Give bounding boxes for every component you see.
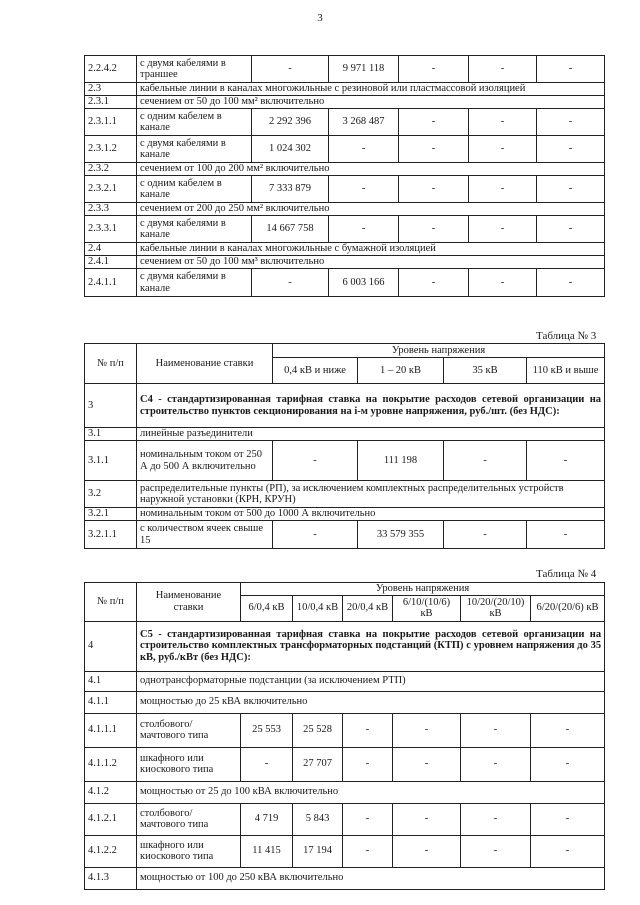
row-name: столбового/ мачтового типа <box>137 803 241 835</box>
value-cell: - <box>399 109 469 136</box>
table-row <box>85 243 605 256</box>
row-code: 3.2.1.1 <box>85 521 137 549</box>
header-col: 110 кВ и выше <box>527 358 605 384</box>
value-cell: - <box>527 441 605 481</box>
tariff-table-4 <box>84 582 605 890</box>
row-name: номинальным током от 250 А до 500 А включительно <box>137 441 273 481</box>
value-cell: - <box>252 56 329 83</box>
row-name: шкафного или киоскового типа <box>137 747 241 781</box>
table-header-row <box>85 583 605 596</box>
value-cell: - <box>393 713 461 747</box>
value-cell: - <box>399 136 469 163</box>
row-code: 2.3.2.1 <box>85 176 137 203</box>
value-cell: - <box>531 835 605 867</box>
value-cell: - <box>273 521 358 549</box>
header-col: 10/0,4 кВ <box>293 595 343 621</box>
row-code: 2.3.3.1 <box>85 216 137 243</box>
header-col: 0,4 кВ и ниже <box>273 358 358 384</box>
row-code: 2.3.3 <box>85 203 137 216</box>
table-row <box>85 713 605 747</box>
row-code: 4.1.3 <box>85 867 137 889</box>
page-number: 3 <box>317 12 323 24</box>
table-row <box>85 96 605 109</box>
table-row <box>85 441 605 481</box>
table-row <box>85 671 605 691</box>
row-code: 3.1.1 <box>85 441 137 481</box>
value-cell: - <box>343 835 393 867</box>
header-voltage-level: Уровень напряжения <box>273 344 605 358</box>
row-name: с двумя кабелями в траншее <box>137 56 252 83</box>
value-cell: 3 268 487 <box>329 109 399 136</box>
value-cell: - <box>537 269 605 297</box>
section-title: мощностью до 25 кВА включительно <box>137 691 605 713</box>
value-cell: - <box>461 835 531 867</box>
row-name: шкафного или киоскового типа <box>137 835 241 867</box>
table-row <box>85 621 605 671</box>
table-row <box>85 481 605 508</box>
value-cell: - <box>329 176 399 203</box>
section-title: мощностью от 25 до 100 кВА включительно <box>137 781 605 803</box>
table-row <box>85 835 605 867</box>
value-cell: - <box>469 216 537 243</box>
value-cell: - <box>273 441 358 481</box>
value-cell: - <box>252 269 329 297</box>
value-cell: - <box>527 521 605 549</box>
value-cell: - <box>531 747 605 781</box>
row-code: 4.1.1.1 <box>85 713 137 747</box>
section-title: сечением от 50 до 100 мм³ включительно <box>137 256 605 269</box>
value-cell: - <box>469 56 537 83</box>
value-cell: - <box>469 176 537 203</box>
value-cell: 6 003 166 <box>329 269 399 297</box>
tariff-table-3 <box>84 343 605 549</box>
row-name: с одним кабелем в канале <box>137 109 252 136</box>
table-row <box>85 203 605 216</box>
value-cell: - <box>399 56 469 83</box>
row-name: с двумя кабелями в канале <box>137 216 252 243</box>
table-row <box>85 521 605 549</box>
row-name: столбового/ мачтового типа <box>137 713 241 747</box>
value-cell: 14 667 758 <box>252 216 329 243</box>
table4-caption: Таблица № 4 <box>536 568 597 580</box>
header-col: 20/0,4 кВ <box>343 595 393 621</box>
table-row <box>85 163 605 176</box>
section-title: номинальным током от 500 до 1000 А включительно <box>137 508 605 521</box>
section-title: распределительные пункты (РП), за исключением комплектных распределительных устройств наружной установки (КРН, КРУН) <box>137 481 605 508</box>
value-cell: - <box>399 176 469 203</box>
table-row <box>85 83 605 96</box>
table-row <box>85 691 605 713</box>
section-title: линейные разъединители <box>137 428 605 441</box>
header-voltage-level: Уровень напряжения <box>241 583 605 596</box>
value-cell: 1 024 302 <box>252 136 329 163</box>
value-cell: 27 707 <box>293 747 343 781</box>
value-cell: - <box>537 216 605 243</box>
value-cell: - <box>531 803 605 835</box>
value-cell: - <box>537 109 605 136</box>
table-row <box>85 867 605 889</box>
row-code: 2.3.1.1 <box>85 109 137 136</box>
row-code: 2.3.1 <box>85 96 137 109</box>
row-code: 4.1.1.2 <box>85 747 137 781</box>
section-title: сечением от 200 до 250 мм² включительно <box>137 203 605 216</box>
row-code: 4 <box>85 621 137 671</box>
header-col: 35 кВ <box>444 358 527 384</box>
value-cell: 5 843 <box>293 803 343 835</box>
table-header-row <box>85 344 605 358</box>
section-title: С4 - стандартизированная тарифная ставка на покрытие расходов сетевой организации на строительство пунктов секционирования на i-м уровне напряжения, руб./шт. (без НДС): <box>137 384 605 428</box>
value-cell: 33 579 355 <box>358 521 444 549</box>
value-cell: - <box>393 835 461 867</box>
value-cell: - <box>343 747 393 781</box>
value-cell: 25 553 <box>241 713 293 747</box>
row-code: 3.1 <box>85 428 137 441</box>
value-cell: - <box>469 136 537 163</box>
row-code: 4.1.2 <box>85 781 137 803</box>
value-cell: - <box>393 747 461 781</box>
row-name: с количеством ячеек свыше 15 <box>137 521 273 549</box>
table-row <box>85 136 605 163</box>
table-row <box>85 747 605 781</box>
header-num: № п/п <box>85 344 137 384</box>
table-row <box>85 384 605 428</box>
value-cell: 7 333 879 <box>252 176 329 203</box>
value-cell: 9 971 118 <box>329 56 399 83</box>
value-cell: - <box>461 747 531 781</box>
value-cell: - <box>393 803 461 835</box>
table3-caption: Таблица № 3 <box>536 330 597 342</box>
table-row <box>85 269 605 297</box>
section-title: однотрансформаторные подстанции (за исключением РТП) <box>137 671 605 691</box>
row-code: 4.1.1 <box>85 691 137 713</box>
section-title: С5 - стандартизированная тарифная ставка на покрытие расходов сетевой организации на строительство комплектных трансформаторных подстанций (КТП) с уровнем напряжения до 35 кВ, руб./кВт (без НДС): <box>137 621 605 671</box>
section-title: сечением от 50 до 100 мм² включительно <box>137 96 605 109</box>
table-row <box>85 56 605 83</box>
row-name: с одним кабелем в канале <box>137 176 252 203</box>
row-code: 2.4.1 <box>85 256 137 269</box>
section-title: сечением от 100 до 200 мм² включительно <box>137 163 605 176</box>
table-row <box>85 508 605 521</box>
value-cell: - <box>329 136 399 163</box>
table-row <box>85 216 605 243</box>
header-col: 1 – 20 кВ <box>358 358 444 384</box>
value-cell: 111 198 <box>358 441 444 481</box>
header-name: Наименование ставки <box>137 344 273 384</box>
value-cell: - <box>469 269 537 297</box>
value-cell: - <box>329 216 399 243</box>
value-cell: - <box>461 713 531 747</box>
header-col: 6/0,4 кВ <box>241 595 293 621</box>
row-code: 3 <box>85 384 137 428</box>
row-code: 2.4.1.1 <box>85 269 137 297</box>
value-cell: - <box>444 441 527 481</box>
row-code: 4.1.2.2 <box>85 835 137 867</box>
header-num: № п/п <box>85 583 137 622</box>
row-code: 2.2.4.2 <box>85 56 137 83</box>
header-name: Наименование ставки <box>137 583 241 622</box>
header-col: 6/20/(20/6) кВ <box>531 595 605 621</box>
row-code: 4.1 <box>85 671 137 691</box>
value-cell: - <box>531 713 605 747</box>
table-row <box>85 803 605 835</box>
value-cell: - <box>343 713 393 747</box>
value-cell: - <box>444 521 527 549</box>
table-row <box>85 256 605 269</box>
header-col: 10/20/(20/10) кВ <box>461 595 531 621</box>
header-col: 6/10/(10/6) кВ <box>393 595 461 621</box>
row-code: 2.3.2 <box>85 163 137 176</box>
value-cell: - <box>399 216 469 243</box>
row-code: 3.2 <box>85 481 137 508</box>
row-code: 2.4 <box>85 243 137 256</box>
value-cell: 2 292 396 <box>252 109 329 136</box>
value-cell: 17 194 <box>293 835 343 867</box>
value-cell: 25 528 <box>293 713 343 747</box>
section-title: мощностью от 100 до 250 кВА включительно <box>137 867 605 889</box>
value-cell: - <box>241 747 293 781</box>
value-cell: 4 719 <box>241 803 293 835</box>
row-code: 2.3.1.2 <box>85 136 137 163</box>
table-row <box>85 176 605 203</box>
value-cell: - <box>537 56 605 83</box>
row-code: 2.3 <box>85 83 137 96</box>
section-title: кабельные линии в каналах многожильные с бумажной изоляцией <box>137 243 605 256</box>
value-cell: - <box>469 109 537 136</box>
row-code: 4.1.2.1 <box>85 803 137 835</box>
value-cell: - <box>343 803 393 835</box>
tariff-table-continued <box>84 55 605 297</box>
value-cell: - <box>537 176 605 203</box>
value-cell: - <box>537 136 605 163</box>
table-row <box>85 109 605 136</box>
row-name: с двумя кабелями в канале <box>137 136 252 163</box>
row-name: с двумя кабелями в канале <box>137 269 252 297</box>
value-cell: - <box>399 269 469 297</box>
section-title: кабельные линии в каналах многожильные с резиновой или пластмассовой изоляцией <box>137 83 605 96</box>
row-code: 3.2.1 <box>85 508 137 521</box>
table-row <box>85 428 605 441</box>
table-row <box>85 781 605 803</box>
value-cell: 11 415 <box>241 835 293 867</box>
value-cell: - <box>461 803 531 835</box>
